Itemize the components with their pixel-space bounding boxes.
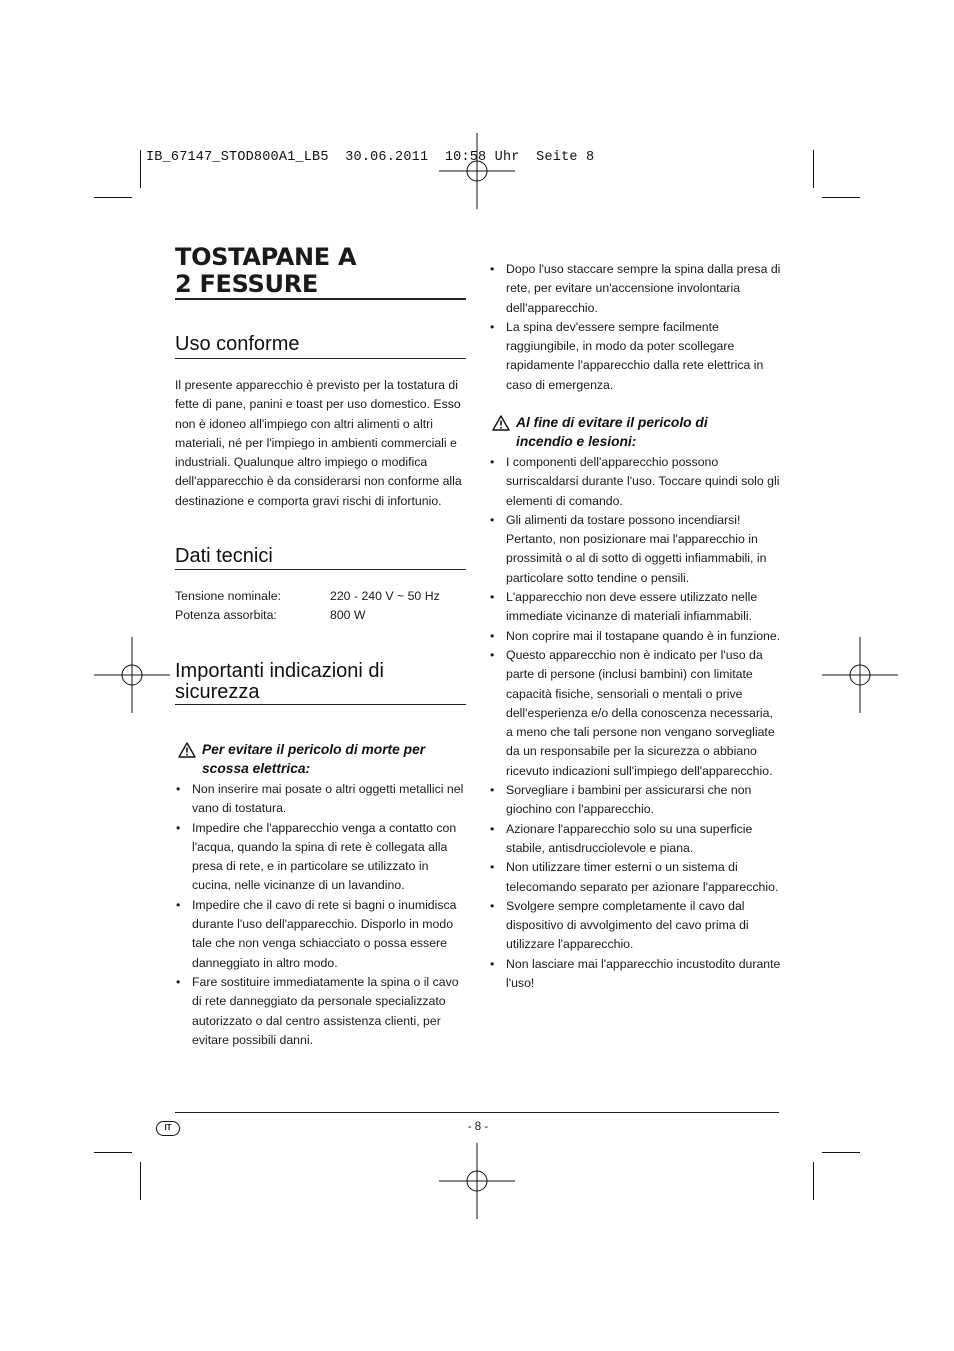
- electric-shock-list: [175, 780, 466, 1050]
- list-item: • Non inserire mai posate o altri oggetti metallici nel vano di tostatura.: [175, 780, 466, 819]
- list-item: • Dopo l'uso staccare sempre la spina dalla presa di rete, per evitare un'accensione involontaria dell'apparecchio.: [489, 260, 781, 318]
- section-heading-safety: Importanti indicazioni di sicurezza: [175, 660, 384, 703]
- list-item: • Svolgere sempre completamente il cavo dal dispositivo di avvolgimento del cavo prima di utilizzare l'apparecchio.: [489, 897, 781, 955]
- print-slug-line: IB_67147_STOD800A1_LB5 30.06.2011 10:58 Uhr Seite 8: [146, 150, 595, 165]
- footer-rule: [175, 1112, 779, 1113]
- list-item: • Fare sostituire immediatamente la spina o il cavo di rete danneggiato da personale specializzato autorizzato o dal centro assistenza clienti, per evitare possibili danni.: [175, 973, 466, 1050]
- technical-data-row: [175, 606, 466, 625]
- continued-safety-list: [489, 260, 781, 395]
- list-item: • Non lasciare mai l'apparecchio incustodito durante l'uso!: [489, 955, 781, 994]
- list-item: • Sorvegliare i bambini per assicurarsi che non giochino con l'apparecchio.: [489, 781, 781, 820]
- crop-mark: [813, 150, 814, 188]
- registration-mark-icon: [439, 1143, 515, 1219]
- spec-value: 220 - 240 V ~ 50 Hz: [330, 589, 440, 603]
- warning-heading-text: Per evitare il pericolo di morte per scossa elettrica:: [202, 742, 426, 776]
- list-item: • L'apparecchio non deve essere utilizzato nelle immediate vicinanze di materiali infiammabili.: [489, 588, 781, 627]
- page-title: [175, 244, 466, 298]
- page-title-line-2: 2 FESSURE: [175, 270, 318, 298]
- crop-mark: [94, 1152, 132, 1153]
- list-item: • Impedire che il cavo di rete si bagni o inumidisca durante l'uso dell'apparecchio. Disporlo in modo tale che non venga schiacciato o possa essere danneggiato in altro modo.: [175, 896, 466, 973]
- technical-data-row: [175, 587, 466, 606]
- list-item: • Azionare l'apparecchio solo su una superficie stabile, antisdrucciolevole e piana.: [489, 820, 781, 859]
- list-item: • La spina dev'essere sempre facilmente raggiungibile, in modo da poter scollegare rapidamente l'apparecchio dalla rete elettrica in caso di emergenza.: [489, 318, 781, 395]
- crop-mark: [94, 197, 132, 198]
- crop-mark: [822, 197, 860, 198]
- warning-triangle-icon: [178, 742, 202, 758]
- warning-heading-fire-injury: [492, 413, 762, 451]
- list-item: • Gli alimenti da tostare possono incendiarsi! Pertanto, non posizionare mai l'apparecchio in prossimità o al di sotto di oggetti infiammabili, in particolare sotto tendine o pensili.: [489, 511, 781, 588]
- section-heading-technical-data: Dati tecnici: [175, 545, 273, 567]
- section-underline: [175, 358, 466, 359]
- section-underline: [175, 704, 466, 705]
- spec-value: 800 W: [330, 608, 366, 623]
- list-item: • Impedire che l'apparecchio venga a contatto con l'acqua, quando la spina di rete è collegata alla presa di rete, e in particolare se utilizzato in cucina, nelle vicinanze di un lavandino.: [175, 819, 466, 896]
- list-item: • Questo apparecchio non è indicato per l'uso da parte di persone (inclusi bambini) con limitate capacità fisiche, sensoriali o mentali o prive dell'esperienza e/o della conoscenza necessaria, a meno che tali persone non vengano sorvegliate da un responsabile per la sicurezza o abbiano ricevuto indicazioni sull'impiego dell'apparecchio.: [489, 646, 781, 781]
- page-title-line-1: TOSTAPANE A: [175, 243, 357, 271]
- page-number: - 8 -: [467, 1121, 489, 1133]
- registration-mark-icon: [439, 133, 515, 209]
- warning-triangle-icon: [492, 415, 516, 431]
- technical-data-table: [175, 587, 466, 626]
- crop-mark: [140, 150, 141, 188]
- language-badge: IT: [156, 1121, 180, 1136]
- section-underline: [175, 569, 466, 570]
- spec-label: Tensione nominale:: [175, 589, 281, 603]
- registration-mark-icon: [94, 637, 170, 713]
- warning-heading-text: Al fine di evitare il pericolo di incendio e lesioni:: [516, 415, 708, 449]
- list-item: • Non coprire mai il tostapane quando è in funzione.: [489, 627, 781, 646]
- list-item: • Non utilizzare timer esterni o un sistema di telecomando separato per azionare l'apparecchio.: [489, 858, 781, 897]
- title-underline: [175, 298, 466, 300]
- fire-injury-list: [489, 453, 781, 993]
- registration-mark-icon: [822, 637, 898, 713]
- spec-label: Potenza assorbita:: [175, 608, 277, 623]
- crop-mark: [813, 1162, 814, 1200]
- warning-heading-electric-shock: [178, 740, 466, 778]
- crop-mark: [822, 1152, 860, 1153]
- list-item: • I componenti dell'apparecchio possono surriscaldarsi durante l'uso. Toccare quindi solo gli elementi di comando.: [489, 453, 781, 511]
- section-heading-intended-use: Uso conforme: [175, 333, 300, 355]
- intended-use-paragraph: Il presente apparecchio è previsto per la tostatura di fette di pane, panini e toast per uso domestico. Esso non è idoneo all'impiego con altri alimenti o altri materiali, né per l'impiego in ambienti commerciali e industriali. Qualunque altro impiego o modifica dell'apparecchio è da considerarsi non conforme alla destinazione e comporta gravi rischi di infortunio.: [175, 378, 462, 508]
- crop-mark: [140, 1162, 141, 1200]
